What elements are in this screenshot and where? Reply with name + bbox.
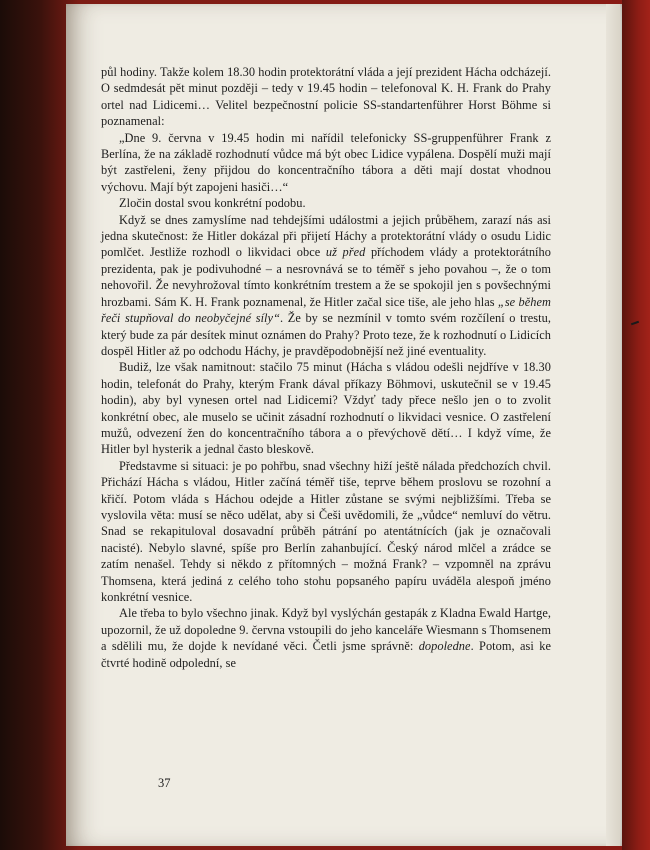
emphasis-text: „se během řeči stupňoval do neobyčejné síly“ <box>101 294 551 326</box>
paragraph-text: „Dne 9. června v 19.45 hodin mi nařídil telefonicky SS-gruppenführer Frank z Berlína, že na základě rozhodnutí vůdce má být obec Lidice vypálena. Dospělí muži mají být zastřeleni, ženy přijdou do koncentračního tábora a děti mají dostat vhodnou výchovu. Mají být zapojeni hasiči…“ <box>101 130 551 194</box>
paragraph <box>101 130 551 196</box>
page-number: 37 <box>158 776 171 790</box>
paragraph-text: příchodem vlády a protektorátního prezidenta, pak je podivuhodné – a nesrovnává se to téměř s jeho povahou –, že o tom nehovořil. Že nevyhrožoval tímto konkrétním trestem a že se spokojil jen s povšechnými hrozbami. Sám K. H. Frank poznamenal, že Hitler začal sice tiše, ale jeho hlas <box>101 245 551 309</box>
paragraph <box>101 195 551 211</box>
paragraph-text: . Potom, asi ke čtvrté hodině odpolední, se <box>101 639 551 670</box>
paragraph <box>101 64 551 130</box>
paragraph-text: . Že by se nezmínil v tomto svém rozčílení o trestu, který bude za pár desítek minut oznámen do Prahy? Proto teze, že k rozhodnutí o Lidicích dospěl Hitler až po odchodu Háchy, je pravděpodobnější než jiné eventuality. <box>101 311 551 358</box>
emphasis-text: už před <box>325 245 366 260</box>
paragraph <box>101 605 551 671</box>
paragraph-text: Představme si situaci: je po pohřbu, snad všechny hiží ještě nálada předchozích chvil. Přichází Hácha s vládou, Hitler začíná téměř tiše, teprve během proslovu se rozohní a křičí. Potom vláda s Háchou odejde a Hitler zůstane se svými nejbližšími. Třeba se vyslovila věta: musí se něco udělat, aby si Češi uvědomili, že „vůdce“ nemluví do větru. Snad se rekapituloval dosavadní průběh pátrání po atentátnících (jak je označovali nacisté). Nebylo slavné, spíše pro Berlín zahanbující. Český národ mlčel a zrádce se zatím nenašel. Tehdy si někdo z přítomných – možná Frank? – vzpomněl na zprávu Thomsena, která jediná z celého toho stohu popsaného papíru uváděla alespoň jméno konkrétní vesnice. <box>101 458 551 604</box>
paragraph <box>101 212 551 360</box>
paragraph-text: Když se dnes zamyslíme nad tehdejšími událostmi a jejich průběhem, zarazí nás asi jedna skutečnost: že Hitler dokázal při přijetí Háchy a protektorátní vlády o osudu Lidic pomlčet. Jestliže rozhodl o likvidaci obce <box>101 212 551 260</box>
book-cover-edge <box>622 0 650 850</box>
paragraph <box>101 359 551 457</box>
emphasis-text: dopoledne <box>418 639 471 654</box>
paragraph-text: Budiž, lze však namitnout: stačilo 75 minut (Hácha s vládou odešli nejdříve v 18.30 hodin, telefonát do Prahy, kterým Frank dával příkazy Böhmovi, uskutečnil se v 19.45 hodin), aby byl vynesen ortel nad Lidicemi? Vždyť tady přece nešlo jen o to zvolit konkrétní obec, ale muselo se učinit zásadní rozhodnutí o likvidaci vesnice. O zastřelení mužů, odvezení žen do koncentračního tábora a o převýchově dětí… I když víme, že Hitler byl hysterik a jednal často bleskově. <box>101 360 551 457</box>
page-edge-strip <box>606 4 620 846</box>
paragraph-text: Ale třeba to bylo všechno jinak. Když byl vyslýchán gestapák z Kladna Ewald Hartge, upozornil, že už dopoledne 9. června vstoupili do jeho kanceláře Wiesmann s Thomsenem a sdělili mu, že dojde k nevídané věci. Četli jsme správně: <box>101 606 551 654</box>
paragraph-text: půl hodiny. Takže kolem 18.30 hodin protektorátní vláda a její prezident Hácha odcházejí. O sedmdesát pět minut později – tedy v 19.45 hodin – telefonoval K. H. Frank do Prahy ortel nad Lidicemi… Velitel bezpečnostní policie SS-standartenführer Horst Böhme si poznamenal: <box>101 65 551 129</box>
paragraph <box>101 458 551 606</box>
paragraph-text: Zločin dostal svou konkrétní podobu. <box>119 196 306 211</box>
body-text <box>101 64 551 671</box>
